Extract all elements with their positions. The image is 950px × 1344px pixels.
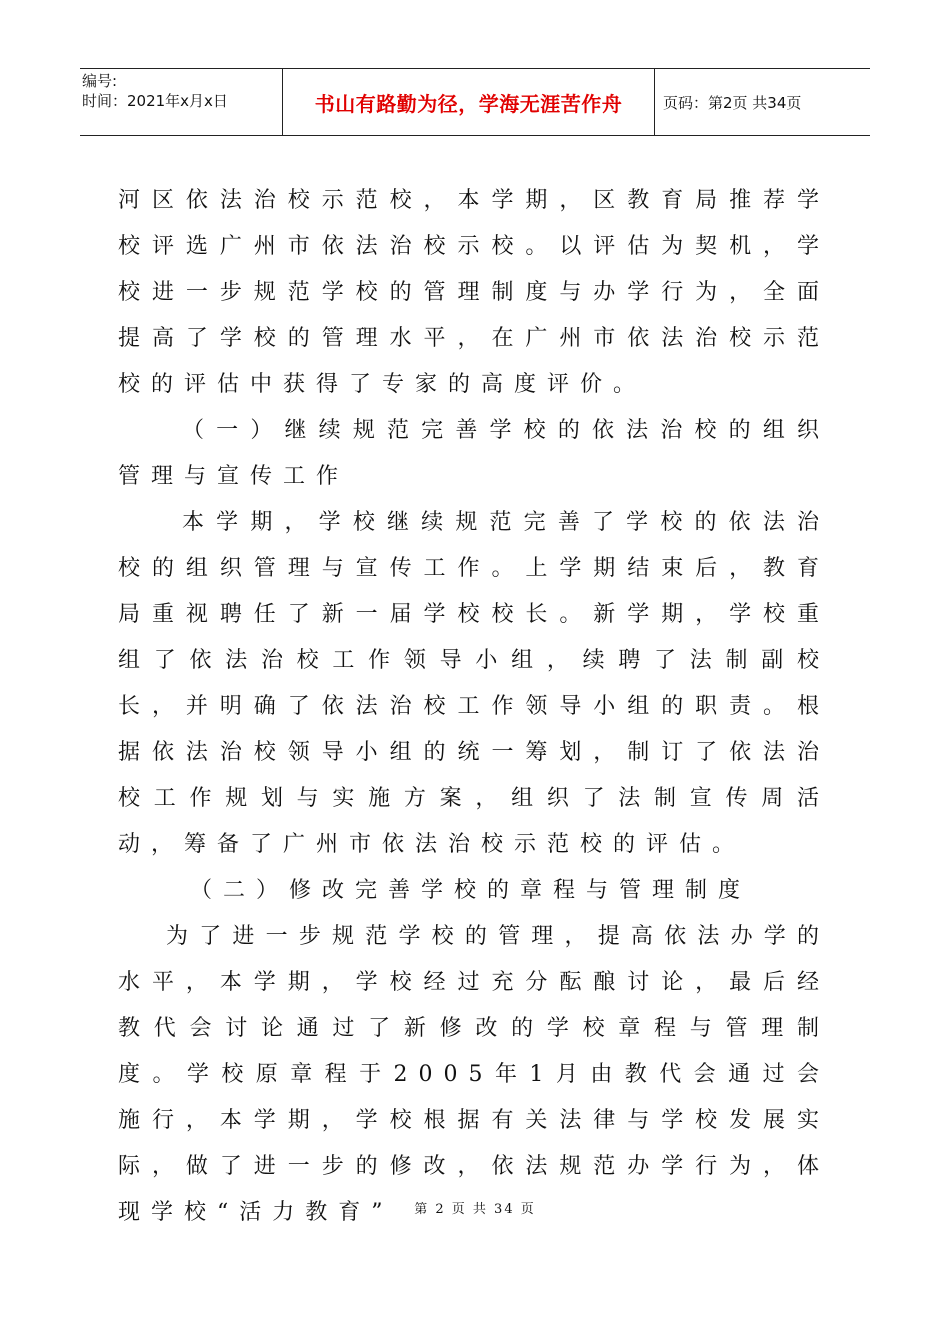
header-motto-cell: [283, 69, 655, 135]
document-body: [118, 178, 830, 1236]
paragraph-1: 河区依法治校示范校，本学期，区教育局推荐学校评选广州市依法治校示校。以评估为契机，学校进一步规范学校的管理制度与办学行为，全面提高了学校的管理水平，在广州市依法治校示范校的评估中获得了专家的高度评价。: [118, 188, 830, 397]
section-heading-2: （二）修改完善学校的章程与管理制度: [190, 878, 752, 903]
header-page-code: 页码：第2页 共34页: [663, 93, 802, 112]
header-motto: 书山有路勤为径，学海无涯苦作舟: [314, 91, 623, 116]
doc-number-label: 编号:: [82, 72, 118, 90]
doc-date: 时间：2021年x月x日: [82, 92, 228, 110]
header-info-cell: [80, 69, 283, 135]
header-page-cell: [655, 69, 870, 135]
paragraph-3: 为了进一步规范学校的管理，提高依法办学的水平，本学期，学校经过充分酝酿讨论，最后经教代会讨论通过了新修改的学校章程与管理制度。学校原章程于2005年1月由教代会通过会施行，本学期，学校根据有关法律与学校发展实际，做了进一步的修改，依法规范办学行为，体现学校“活力教育”: [118, 924, 830, 1225]
section-heading-1: （一）继续规范完善学校的依法治校的组织管理与宣传工作: [118, 418, 830, 489]
paragraph-2: 本学期，学校继续规范完善了学校的依法治校的组织管理与宣传工作。上学期结束后，教育局重视聘任了新一届学校校长。新学期，学校重组了依法治校工作领导小组，续聘了法制副校长，并明确了依法治校工作领导小组的职责。根据依法治校领导小组的统一筹划，制订了依法治校工作规划与实施方案，组织了法制宣传周活动，筹备了广州市依法治校示范校的评估。: [118, 510, 830, 857]
page-header: [80, 68, 870, 136]
page-footer: 第 2 页 共 34 页: [414, 1202, 536, 1217]
